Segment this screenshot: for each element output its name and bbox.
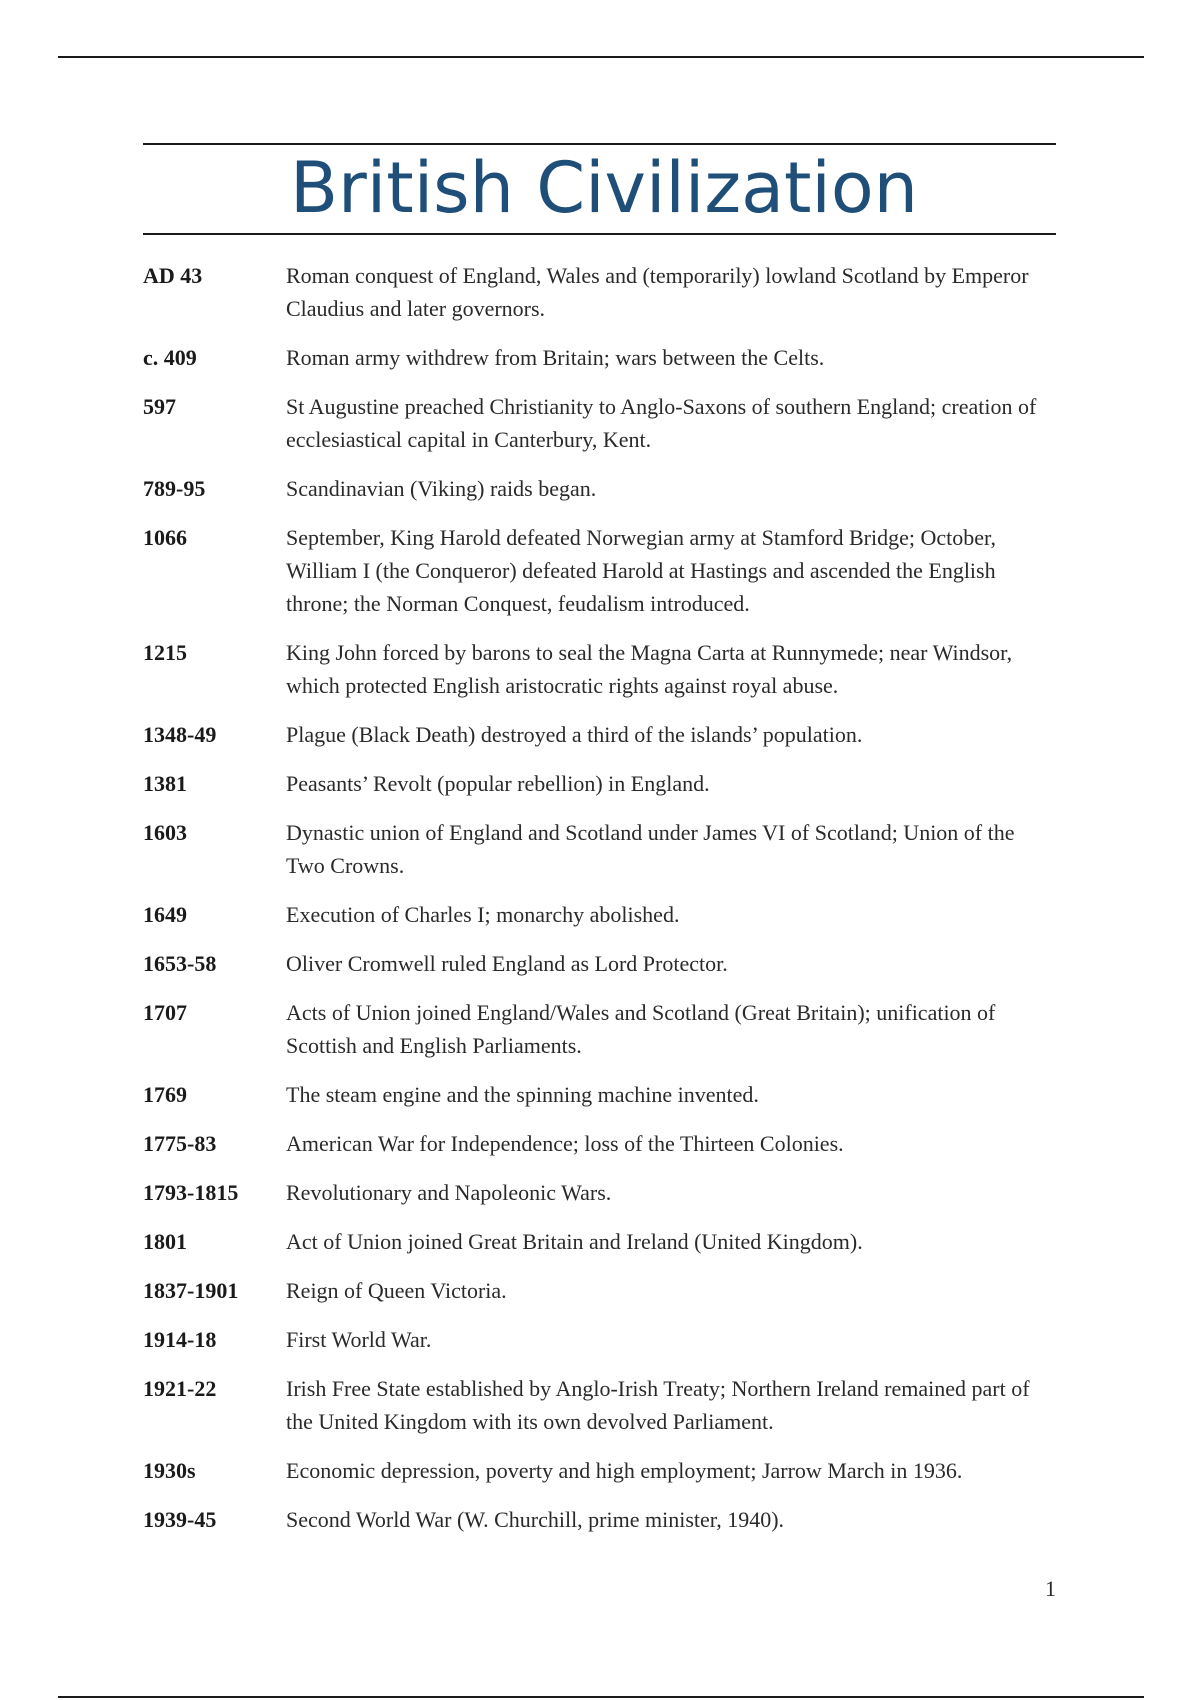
timeline-entry xyxy=(143,390,1056,456)
timeline-description: Acts of Union joined England/Wales and Scotland (Great Britain); unification of Scottish and English Parliaments. xyxy=(286,1000,996,1058)
timeline-description: Plague (Black Death) destroyed a third of the islands’ population. xyxy=(286,722,863,747)
timeline-list xyxy=(143,259,1056,1536)
document-body xyxy=(143,143,1056,1552)
timeline-entry xyxy=(143,1225,1056,1258)
timeline-description: Irish Free State established by Anglo-Irish Treaty; Northern Ireland remained part of the United Kingdom with its own devolved Parliament. xyxy=(286,1376,1030,1434)
timeline-description: Roman army withdrew from Britain; wars between the Celts. xyxy=(286,345,825,370)
document-title: British Civilization xyxy=(290,147,919,229)
timeline-year: 1603 xyxy=(143,820,187,845)
timeline-year: c. 409 xyxy=(143,345,197,370)
timeline-year: 1837-1901 xyxy=(143,1278,239,1303)
timeline-description: Oliver Cromwell ruled England as Lord Protector. xyxy=(286,951,728,976)
timeline-entry xyxy=(143,947,1056,980)
timeline-year: 1381 xyxy=(143,771,187,796)
timeline-year: 1930s xyxy=(143,1458,196,1483)
timeline-year: 1914-18 xyxy=(143,1327,217,1352)
timeline-year: 1066 xyxy=(143,525,187,550)
timeline-description: Second World War (W. Churchill, prime minister, 1940). xyxy=(286,1507,785,1532)
timeline-entry xyxy=(143,767,1056,800)
page-header-rule xyxy=(58,56,1144,58)
timeline-description: Reign of Queen Victoria. xyxy=(286,1278,507,1303)
timeline-year: AD 43 xyxy=(143,263,203,288)
timeline-year: 1348-49 xyxy=(143,722,217,747)
timeline-description: Roman conquest of England, Wales and (temporarily) lowland Scotland by Emperor Claudius and later governors. xyxy=(286,263,1029,321)
timeline-entry xyxy=(143,816,1056,882)
timeline-year: 1775-83 xyxy=(143,1131,217,1156)
timeline-entry xyxy=(143,718,1056,751)
timeline-description: First World War. xyxy=(286,1327,432,1352)
page-footer-rule xyxy=(58,1696,1144,1698)
timeline-description: King John forced by barons to seal the Magna Carta at Runnymede; near Windsor, which protected English aristocratic rights against royal abuse. xyxy=(286,640,1013,698)
timeline-year: 1769 xyxy=(143,1082,187,1107)
title-block xyxy=(143,143,1056,235)
timeline-entry xyxy=(143,259,1056,325)
timeline-description: Peasants’ Revolt (popular rebellion) in England. xyxy=(286,771,710,796)
timeline-description: St Augustine preached Christianity to Anglo-Saxons of southern England; creation of ecclesiastical capital in Canterbury, Kent. xyxy=(286,394,1037,452)
timeline-description: Act of Union joined Great Britain and Ireland (United Kingdom). xyxy=(286,1229,863,1254)
timeline-entry xyxy=(143,1127,1056,1160)
timeline-entry xyxy=(143,341,1056,374)
timeline-entry xyxy=(143,1372,1056,1438)
timeline-description: Scandinavian (Viking) raids began. xyxy=(286,476,597,501)
timeline-year: 1215 xyxy=(143,640,187,665)
timeline-entry xyxy=(143,1176,1056,1209)
timeline-description: Revolutionary and Napoleonic Wars. xyxy=(286,1180,612,1205)
timeline-year: 1801 xyxy=(143,1229,187,1254)
timeline-year: 1793-1815 xyxy=(143,1180,239,1205)
timeline-entry xyxy=(143,521,1056,620)
timeline-entry xyxy=(143,996,1056,1062)
timeline-description: September, King Harold defeated Norwegian army at Stamford Bridge; October, William I (the Conqueror) defeated Harold at Hastings and ascended the English throne; the Norman Conquest, feudalism introduced. xyxy=(286,525,996,616)
timeline-entry xyxy=(143,1323,1056,1356)
timeline-year: 1653-58 xyxy=(143,951,217,976)
timeline-year: 597 xyxy=(143,394,176,419)
timeline-description: The steam engine and the spinning machine invented. xyxy=(286,1082,759,1107)
timeline-description: Economic depression, poverty and high employment; Jarrow March in 1936. xyxy=(286,1458,963,1483)
timeline-entry xyxy=(143,472,1056,505)
timeline-entry xyxy=(143,1274,1056,1307)
timeline-year: 1939-45 xyxy=(143,1507,217,1532)
timeline-year: 1707 xyxy=(143,1000,187,1025)
timeline-year: 1649 xyxy=(143,902,187,927)
timeline-entry xyxy=(143,1503,1056,1536)
timeline-entry xyxy=(143,898,1056,931)
timeline-entry xyxy=(143,1454,1056,1487)
timeline-description: Dynastic union of England and Scotland under James VI of Scotland; Union of the Two Crowns. xyxy=(286,820,1015,878)
timeline-year: 1921-22 xyxy=(143,1376,217,1401)
timeline-description: American War for Independence; loss of the Thirteen Colonies. xyxy=(286,1131,844,1156)
timeline-entry xyxy=(143,636,1056,702)
timeline-description: Execution of Charles I; monarchy abolished. xyxy=(286,902,680,927)
timeline-entry xyxy=(143,1078,1056,1111)
timeline-year: 789-95 xyxy=(143,476,206,501)
page-number: 1 xyxy=(1045,1576,1056,1601)
